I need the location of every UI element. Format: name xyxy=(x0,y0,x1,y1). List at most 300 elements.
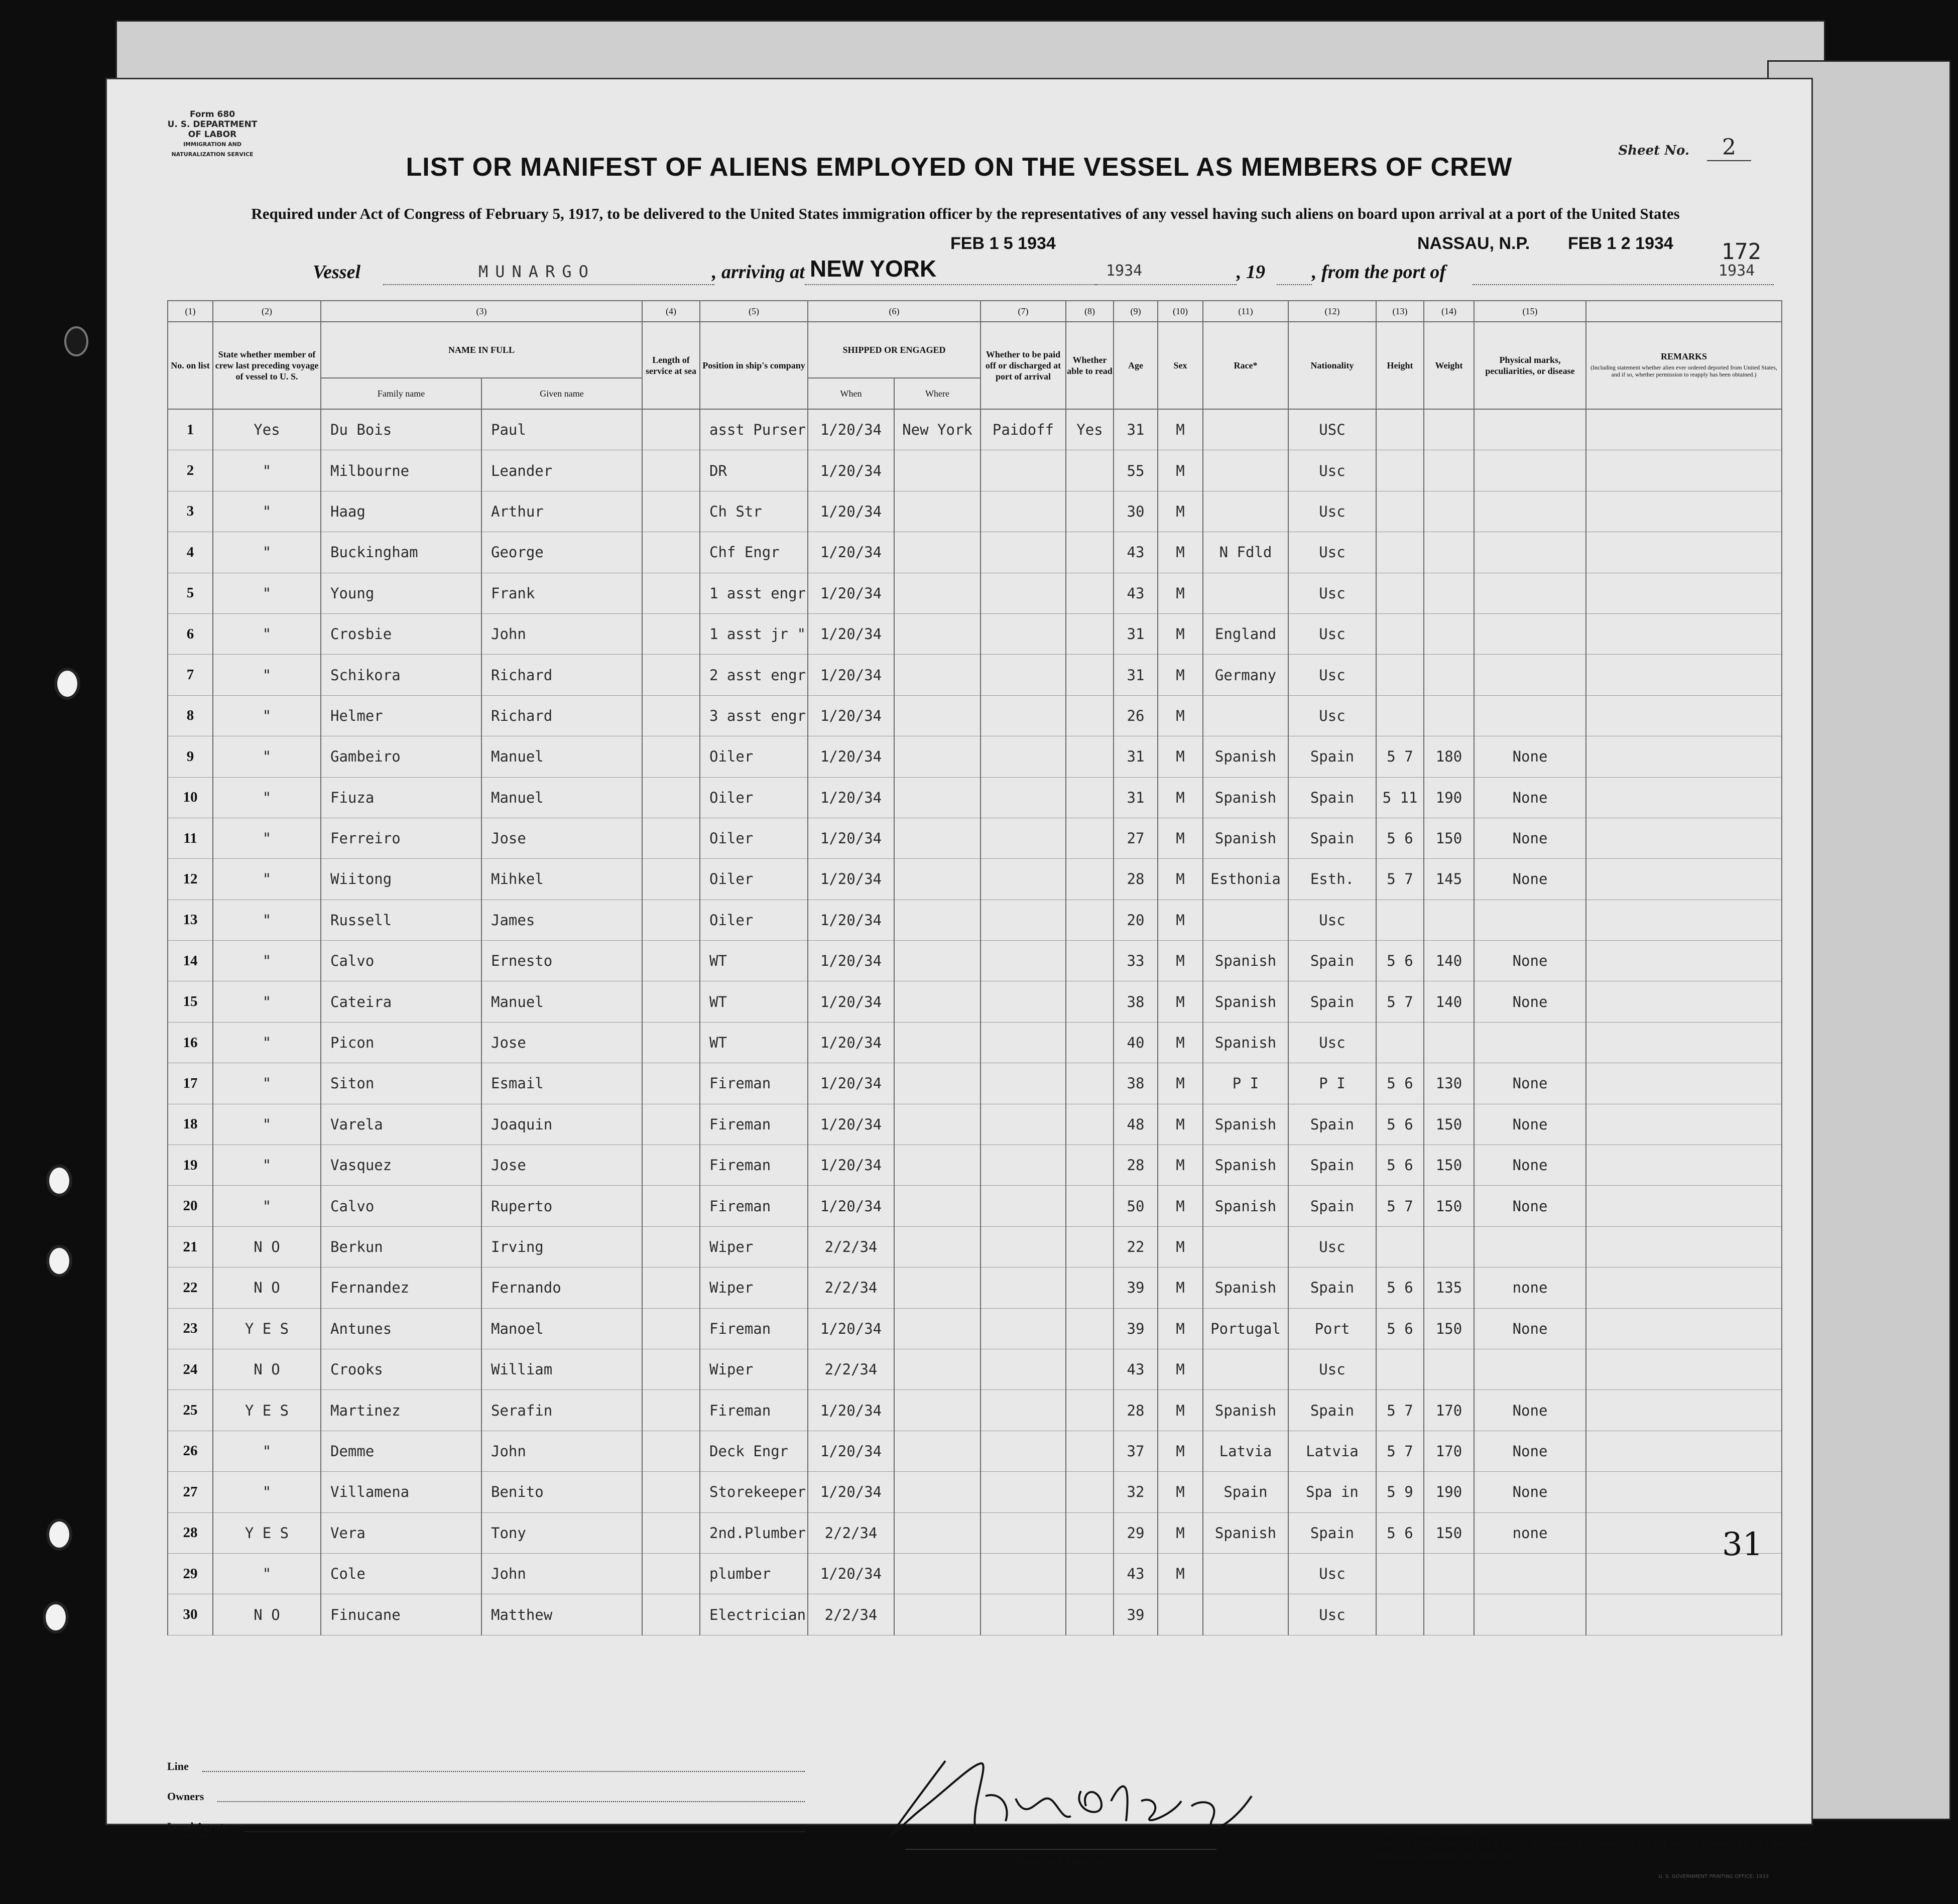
cell-when: 2/2/34 xyxy=(808,1226,894,1267)
cell-when: 2/2/34 xyxy=(808,1349,894,1389)
cell-service xyxy=(642,613,700,654)
cell-when: 1/20/34 xyxy=(808,613,894,654)
cell-given: Paul xyxy=(481,409,642,450)
table-row xyxy=(168,1145,1782,1186)
cell-no: 21 xyxy=(168,1226,213,1267)
cell-marks: None xyxy=(1474,981,1586,1022)
cell-family: Schikora xyxy=(321,655,481,695)
cell-service xyxy=(642,1349,700,1389)
cell-service xyxy=(642,1145,700,1186)
cell-marks: None xyxy=(1474,941,1586,981)
department: U. S. DEPARTMENT OF LABOR xyxy=(167,119,258,140)
binder-hole xyxy=(64,326,88,356)
cell-family: Picon xyxy=(321,1022,481,1063)
cell-marks xyxy=(1474,655,1586,695)
cell-weight xyxy=(1424,573,1474,613)
cell-remarks xyxy=(1586,1104,1782,1145)
cell-service xyxy=(642,1472,700,1512)
cell-prev: " xyxy=(213,941,321,981)
table-row xyxy=(168,1063,1782,1104)
cell-race: Spanish xyxy=(1203,1104,1288,1145)
cell-paid xyxy=(981,981,1066,1022)
cell-sex: M xyxy=(1158,1308,1203,1349)
cell-no: 29 xyxy=(168,1553,213,1594)
cell-sex: M xyxy=(1158,1104,1203,1145)
cell-given: Richard xyxy=(481,655,642,695)
cell-age: 29 xyxy=(1114,1512,1158,1553)
cell-race: Spanish xyxy=(1203,1267,1288,1308)
cell-where xyxy=(894,1308,981,1349)
cell-prev: Y E S xyxy=(213,1308,321,1349)
colnum-16 xyxy=(1586,301,1782,322)
colnum-15: (15) xyxy=(1474,301,1586,322)
cell-where xyxy=(894,941,981,981)
colnum-1: (1) xyxy=(168,301,213,322)
colnum-12: (12) xyxy=(1288,301,1376,322)
cell-nationality: Spain xyxy=(1288,736,1376,777)
cell-given: Jose xyxy=(481,1022,642,1063)
cell-weight xyxy=(1424,409,1474,450)
cell-race: England xyxy=(1203,613,1288,654)
cell-where xyxy=(894,532,981,573)
cell-height xyxy=(1376,1553,1424,1594)
cell-paid xyxy=(981,1267,1066,1308)
cell-height xyxy=(1376,450,1424,491)
cell-nationality: Spain xyxy=(1288,1104,1376,1145)
cell-sex: M xyxy=(1158,859,1203,900)
cell-prev: " xyxy=(213,1186,321,1226)
cell-where xyxy=(894,736,981,777)
table-row xyxy=(168,573,1782,613)
cell-read xyxy=(1066,1553,1114,1594)
cell-service xyxy=(642,1553,700,1594)
cell-race: Spanish xyxy=(1203,1390,1288,1431)
cell-sex: M xyxy=(1158,900,1203,940)
cell-height xyxy=(1376,491,1424,532)
cell-age: 43 xyxy=(1114,532,1158,573)
cell-weight: 150 xyxy=(1424,1145,1474,1186)
cell-given: George xyxy=(481,532,642,573)
cell-marks xyxy=(1474,573,1586,613)
cell-where xyxy=(894,1267,981,1308)
cell-service xyxy=(642,532,700,573)
cell-height: 5 6 xyxy=(1376,818,1424,858)
cell-prev: " xyxy=(213,695,321,736)
cell-weight: 150 xyxy=(1424,1104,1474,1145)
cell-given: Manuel xyxy=(481,981,642,1022)
cell-given: Esmail xyxy=(481,1063,642,1104)
cell-nationality: Spain xyxy=(1288,1267,1376,1308)
arrival-stamp: FEB 1 5 1934 xyxy=(950,234,1056,253)
table-row xyxy=(168,695,1782,736)
header-read: Whether able to read xyxy=(1066,322,1114,409)
cell-no: 27 xyxy=(168,1472,213,1512)
colnum-11: (11) xyxy=(1203,301,1288,322)
cell-sex: M xyxy=(1158,941,1203,981)
cell-nationality: Port xyxy=(1288,1308,1376,1349)
cell-race xyxy=(1203,573,1288,613)
cell-weight xyxy=(1424,1594,1474,1635)
cell-when: 1/20/34 xyxy=(808,695,894,736)
cell-when: 1/20/34 xyxy=(808,941,894,981)
cell-weight xyxy=(1424,1226,1474,1267)
cell-paid xyxy=(981,573,1066,613)
cell-race: Latvia xyxy=(1203,1431,1288,1471)
cell-marks xyxy=(1474,409,1586,450)
cell-service xyxy=(642,695,700,736)
cell-service xyxy=(642,409,700,450)
crew-table xyxy=(167,300,1782,1635)
cell-no: 12 xyxy=(168,859,213,900)
cell-where xyxy=(894,1512,981,1553)
cell-weight: 150 xyxy=(1424,1308,1474,1349)
cell-when: 1/20/34 xyxy=(808,859,894,900)
binder-hole xyxy=(46,1518,72,1551)
cell-remarks xyxy=(1586,1594,1782,1635)
cell-given: Jose xyxy=(481,1145,642,1186)
cell-marks: None xyxy=(1474,736,1586,777)
cell-age: 20 xyxy=(1114,900,1158,940)
cell-position: plumber xyxy=(700,1553,808,1594)
cell-age: 26 xyxy=(1114,695,1158,736)
cell-family: Buckingham xyxy=(321,532,481,573)
cell-nationality: Usc xyxy=(1288,1022,1376,1063)
cell-height: 5 9 xyxy=(1376,1472,1424,1512)
cell-height xyxy=(1376,655,1424,695)
cell-family: Young xyxy=(321,573,481,613)
agents-code: 14—1240 xyxy=(182,1832,208,1840)
page-number: 172 xyxy=(1721,239,1761,265)
inspector-label: Immigrant Inspector. xyxy=(1016,1854,1109,1866)
cell-read xyxy=(1066,1186,1114,1226)
cell-sex: M xyxy=(1158,655,1203,695)
cell-remarks xyxy=(1586,900,1782,940)
cell-when: 2/2/34 xyxy=(808,1512,894,1553)
cell-marks xyxy=(1474,613,1586,654)
remarks-title: REMARKS xyxy=(1660,351,1707,361)
cell-race: Portugal xyxy=(1203,1308,1288,1349)
cell-when: 1/20/34 xyxy=(808,1431,894,1471)
cell-marks xyxy=(1474,1349,1586,1389)
cell-marks: None xyxy=(1474,1145,1586,1186)
cell-weight: 150 xyxy=(1424,1186,1474,1226)
cell-position: Oiler xyxy=(700,818,808,858)
cell-height: 5 11 xyxy=(1376,777,1424,818)
cell-paid xyxy=(981,859,1066,900)
cell-read xyxy=(1066,1226,1114,1267)
cell-height: 5 6 xyxy=(1376,1267,1424,1308)
cell-height: 5 7 xyxy=(1376,981,1424,1022)
cell-nationality: Spain xyxy=(1288,1512,1376,1553)
cell-weight xyxy=(1424,1349,1474,1389)
cell-no: 5 xyxy=(168,573,213,613)
cell-service xyxy=(642,1594,700,1635)
cell-race: Spanish xyxy=(1203,818,1288,858)
cell-sex: M xyxy=(1158,450,1203,491)
cell-family: Ferreiro xyxy=(321,818,481,858)
header-shipped: SHIPPED OR ENGAGED xyxy=(808,322,981,378)
cell-service xyxy=(642,1063,700,1104)
cell-no: 1 xyxy=(168,409,213,450)
cell-height: 5 7 xyxy=(1376,1186,1424,1226)
cell-family: Berkun xyxy=(321,1226,481,1267)
cell-marks: None xyxy=(1474,818,1586,858)
cell-given: Tony xyxy=(481,1512,642,1553)
cell-position: Oiler xyxy=(700,736,808,777)
cell-no: 28 xyxy=(168,1512,213,1553)
cell-paid xyxy=(981,1104,1066,1145)
table-row xyxy=(168,736,1782,777)
cell-race: N Fdld xyxy=(1203,532,1288,573)
cell-marks: None xyxy=(1474,1308,1586,1349)
cell-sex: M xyxy=(1158,1022,1203,1063)
cell-where xyxy=(894,573,981,613)
cell-race: Spain xyxy=(1203,1472,1288,1512)
cell-height: 5 6 xyxy=(1376,1145,1424,1186)
cell-weight xyxy=(1424,491,1474,532)
cell-nationality: Spain xyxy=(1288,777,1376,818)
cell-no: 7 xyxy=(168,655,213,695)
cell-read xyxy=(1066,1594,1114,1635)
cell-sex: M xyxy=(1158,736,1203,777)
cell-when: 1/20/34 xyxy=(808,1145,894,1186)
cell-remarks xyxy=(1586,409,1782,450)
cell-position: WT xyxy=(700,981,808,1022)
cell-prev: " xyxy=(213,1104,321,1145)
from-port: NASSAU, N.P. xyxy=(1417,234,1530,253)
cell-position: Wiper xyxy=(700,1267,808,1308)
cell-prev: " xyxy=(213,818,321,858)
cell-race: Spanish xyxy=(1203,941,1288,981)
cell-paid xyxy=(981,736,1066,777)
cell-weight: 190 xyxy=(1424,777,1474,818)
cell-read xyxy=(1066,1267,1114,1308)
cell-paid xyxy=(981,1390,1066,1431)
cell-prev: Y E S xyxy=(213,1390,321,1431)
cell-family: Martinez xyxy=(321,1390,481,1431)
cell-race xyxy=(1203,409,1288,450)
cell-marks xyxy=(1474,1022,1586,1063)
cell-nationality: Spain xyxy=(1288,818,1376,858)
cell-family: Fernandez xyxy=(321,1267,481,1308)
page-subtitle: Required under Act of Congress of February 5, 1917, to be delivered to the United States immigration officer by the representatives of any vessel having such aliens on board upon arrival at a port of the United States xyxy=(251,205,1680,222)
cell-service xyxy=(642,818,700,858)
cell-prev: " xyxy=(213,1431,321,1471)
cell-sex: M xyxy=(1158,695,1203,736)
cell-given: Manuel xyxy=(481,736,642,777)
cell-where xyxy=(894,1594,981,1635)
cell-prev: " xyxy=(213,1022,321,1063)
cell-where xyxy=(894,613,981,654)
cell-prev: " xyxy=(213,655,321,695)
cell-family: Calvo xyxy=(321,941,481,981)
cell-no: 9 xyxy=(168,736,213,777)
cell-service xyxy=(642,981,700,1022)
cell-remarks xyxy=(1586,1472,1782,1512)
cell-where xyxy=(894,450,981,491)
cell-position: Chf Engr xyxy=(700,532,808,573)
cell-where xyxy=(894,981,981,1022)
cell-position: Fireman xyxy=(700,1104,808,1145)
cell-paid xyxy=(981,1349,1066,1389)
cell-prev: N O xyxy=(213,1226,321,1267)
cell-given: Manoel xyxy=(481,1308,642,1349)
cell-where xyxy=(894,1553,981,1594)
cell-weight xyxy=(1424,695,1474,736)
cell-family: Antunes xyxy=(321,1308,481,1349)
cell-age: 38 xyxy=(1114,1063,1158,1104)
cell-paid xyxy=(981,1472,1066,1512)
cell-given: Ruperto xyxy=(481,1186,642,1226)
cell-prev: Y E S xyxy=(213,1512,321,1553)
cell-family: Varela xyxy=(321,1104,481,1145)
cell-age: 31 xyxy=(1114,409,1158,450)
table-row xyxy=(168,1594,1782,1635)
cell-paid xyxy=(981,695,1066,736)
cell-no: 22 xyxy=(168,1267,213,1308)
header-service: Length of service at sea xyxy=(642,322,700,409)
cell-remarks xyxy=(1586,1226,1782,1267)
header-race: Race* xyxy=(1203,322,1288,409)
cell-height: 5 6 xyxy=(1376,1308,1424,1349)
cell-family: Cole xyxy=(321,1553,481,1594)
colnum-8: (8) xyxy=(1066,301,1114,322)
footer-notes xyxy=(1377,1826,1829,1862)
cell-when: 1/20/34 xyxy=(808,1308,894,1349)
cell-no: 8 xyxy=(168,695,213,736)
header-nationality: Nationality xyxy=(1288,322,1376,409)
cell-given: Manuel xyxy=(481,777,642,818)
cell-where xyxy=(894,1186,981,1226)
cell-family: Fiuza xyxy=(321,777,481,818)
cell-service xyxy=(642,1390,700,1431)
cell-position: asst Purser xyxy=(700,409,808,450)
cell-marks: None xyxy=(1474,859,1586,900)
cell-position: Ch Str xyxy=(700,491,808,532)
cell-prev: Yes xyxy=(213,409,321,450)
remarks-note: (Including statement whether alien ever ordered deported from United States, and if so, whether permission to reapply has been obtained.) xyxy=(1590,364,1777,378)
owners-label: Owners xyxy=(167,1790,204,1803)
cell-service xyxy=(642,1512,700,1553)
cell-no: 30 xyxy=(168,1594,213,1635)
table-row xyxy=(168,532,1782,573)
cell-height xyxy=(1376,1022,1424,1063)
cell-read xyxy=(1066,613,1114,654)
cell-remarks xyxy=(1586,1267,1782,1308)
crew-table-wrap xyxy=(167,300,1781,1635)
colnum-2: (2) xyxy=(213,301,321,322)
cell-age: 31 xyxy=(1114,777,1158,818)
cell-race xyxy=(1203,900,1288,940)
cell-read xyxy=(1066,1063,1114,1104)
binder-hole xyxy=(54,668,80,700)
cell-when: 1/20/34 xyxy=(808,532,894,573)
cell-position: WT xyxy=(700,941,808,981)
cell-remarks xyxy=(1586,532,1782,573)
cell-nationality: Usc xyxy=(1288,1349,1376,1389)
cell-race xyxy=(1203,1553,1288,1594)
cell-age: 43 xyxy=(1114,1349,1158,1389)
cell-sex: M xyxy=(1158,1226,1203,1267)
cell-when: 1/20/34 xyxy=(808,1063,894,1104)
table-row xyxy=(168,655,1782,695)
colnum-13: (13) xyxy=(1376,301,1424,322)
cell-nationality: Spain xyxy=(1288,1390,1376,1431)
cell-prev: " xyxy=(213,573,321,613)
cell-race xyxy=(1203,450,1288,491)
cell-paid xyxy=(981,900,1066,940)
cell-nationality: Spain xyxy=(1288,1145,1376,1186)
cell-race: Spanish xyxy=(1203,1512,1288,1553)
cell-marks: none xyxy=(1474,1267,1586,1308)
table-row xyxy=(168,1553,1782,1594)
cell-marks xyxy=(1474,695,1586,736)
cell-service xyxy=(642,655,700,695)
binder-hole xyxy=(46,1165,72,1197)
cell-where xyxy=(894,900,981,940)
table-row xyxy=(168,900,1782,940)
cell-nationality: Esth. xyxy=(1288,859,1376,900)
cell-paid: Paidoff xyxy=(981,409,1066,450)
header-row xyxy=(168,322,1782,378)
manifest-sheet xyxy=(105,78,1813,1879)
cell-given: Frank xyxy=(481,573,642,613)
cell-when: 1/20/34 xyxy=(808,1104,894,1145)
cell-sex: M xyxy=(1158,1472,1203,1512)
cell-age: 32 xyxy=(1114,1472,1158,1512)
cell-position: Fireman xyxy=(700,1186,808,1226)
table-row xyxy=(168,1104,1782,1145)
cell-nationality: USC xyxy=(1288,409,1376,450)
column-number-row xyxy=(168,301,1782,322)
header-where: Where xyxy=(894,378,981,409)
cell-height: 5 7 xyxy=(1376,1431,1424,1471)
colnum-14: (14) xyxy=(1424,301,1474,322)
cell-remarks xyxy=(1586,1186,1782,1226)
cell-race xyxy=(1203,1226,1288,1267)
cell-read: Yes xyxy=(1066,409,1114,450)
header-position: Position in ship's company xyxy=(700,322,808,409)
cell-race: Spanish xyxy=(1203,1186,1288,1226)
cell-race xyxy=(1203,695,1288,736)
cell-sex xyxy=(1158,1594,1203,1635)
header-family-name: Family name xyxy=(321,378,481,409)
cell-given: Irving xyxy=(481,1226,642,1267)
cell-height: 5 7 xyxy=(1376,736,1424,777)
cell-position: DR xyxy=(700,450,808,491)
cell-remarks xyxy=(1586,1022,1782,1063)
cell-height xyxy=(1376,900,1424,940)
cell-paid xyxy=(981,1308,1066,1349)
cell-age: 39 xyxy=(1114,1594,1158,1635)
cell-age: 28 xyxy=(1114,1145,1158,1186)
cell-remarks xyxy=(1586,859,1782,900)
cell-where xyxy=(894,1390,981,1431)
cell-prev: " xyxy=(213,532,321,573)
colnum-5: (5) xyxy=(700,301,808,322)
cell-weight xyxy=(1424,532,1474,573)
cell-given: Joaquin xyxy=(481,1104,642,1145)
cell-read xyxy=(1066,532,1114,573)
cell-when: 1/20/34 xyxy=(808,1472,894,1512)
arriving-port: NEW YORK xyxy=(810,256,937,282)
cell-no: 16 xyxy=(168,1022,213,1063)
cell-race xyxy=(1203,1349,1288,1389)
cell-sex: M xyxy=(1158,1063,1203,1104)
cell-weight: 190 xyxy=(1424,1472,1474,1512)
cell-sex: M xyxy=(1158,1349,1203,1389)
cell-sex: M xyxy=(1158,409,1203,450)
